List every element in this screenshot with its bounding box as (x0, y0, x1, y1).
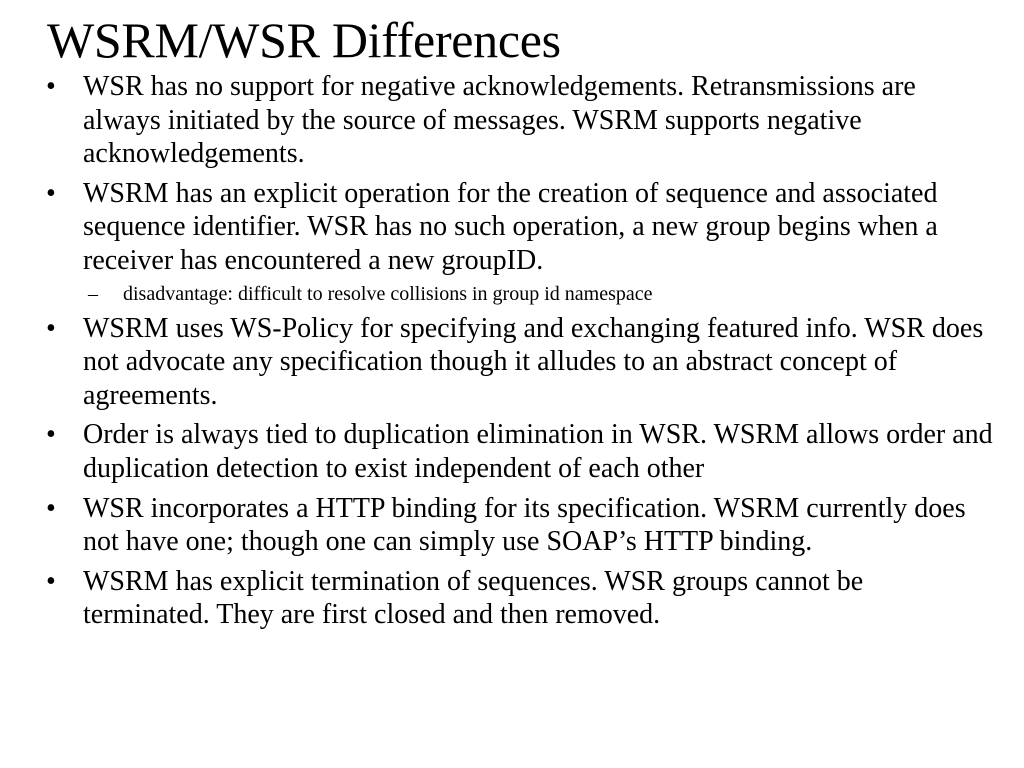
sub-bullet-marker: – (88, 282, 98, 305)
bullet-text: WSRM has an explicit operation for the creation of sequence and associated sequence identifier. WSR has no such operation, a new group begins when a receiver has encountered a new groupID. (83, 177, 938, 276)
slide-title: WSRM/WSR Differences (47, 12, 561, 68)
bullet-marker: • (46, 419, 56, 451)
bullet-item (46, 312, 996, 413)
bullet-marker: • (46, 177, 56, 209)
bullet-text: Order is always tied to duplication elimination in WSR. WSRM allows order and duplication detection to exist independent of each other (83, 419, 993, 484)
bullet-item (46, 177, 996, 306)
bullet-marker: • (46, 71, 56, 102)
bullet-item (46, 565, 996, 632)
bullet-marker: • (46, 492, 56, 524)
sub-bullet-item (83, 282, 996, 306)
bullet-item (46, 492, 996, 559)
bullet-text: WSRM uses WS-Policy for specifying and exchanging featured info. WSR does not advocate any specification though it alludes to an abstract concept of agreements. (83, 312, 984, 411)
bullet-list (46, 70, 996, 638)
bullet-marker: • (46, 565, 56, 597)
bullet-item (46, 418, 996, 485)
bullet-item (46, 70, 996, 171)
bullet-text: WSR has no support for negative acknowledgements. Retransmissions are always initiated by the source of messages. WSRM supports negative acknowledgements. (83, 71, 916, 170)
bullet-text: WSRM has explicit termination of sequences. WSR groups cannot be terminated. They are first closed and then removed. (83, 565, 864, 631)
sub-bullet-list (83, 282, 996, 306)
sub-bullet-text: disadvantage: difficult to resolve collisions in group id namespace (123, 282, 653, 305)
bullet-text: WSR incorporates a HTTP binding for its specification. WSRM currently does not have one; though one can simply use SOAP’s HTTP binding. (83, 492, 966, 558)
bullet-marker: • (46, 312, 56, 344)
